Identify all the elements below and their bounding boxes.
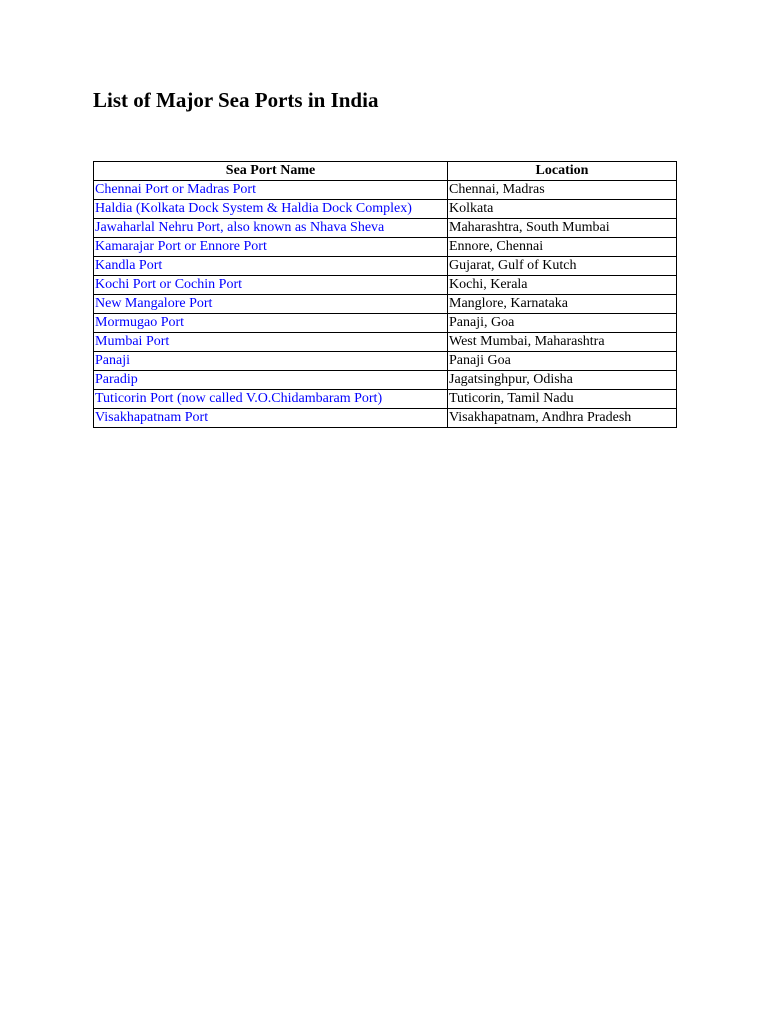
port-name-cell (94, 181, 448, 200)
port-link[interactable]: Visakhapatnam Port (95, 410, 209, 425)
port-name-cell (94, 276, 448, 295)
port-name-cell (94, 295, 448, 314)
table-row (94, 371, 677, 390)
table-row (94, 295, 677, 314)
column-header-location: Location (448, 162, 677, 181)
location-cell: Jagatsinghpur, Odisha (448, 371, 677, 390)
port-name-cell (94, 200, 448, 219)
location-cell: Panaji, Goa (448, 314, 677, 333)
table-row (94, 181, 677, 200)
port-name-cell (94, 371, 448, 390)
table-row (94, 257, 677, 276)
port-name-cell (94, 409, 448, 428)
location-cell: Kochi, Kerala (448, 276, 677, 295)
location-cell: Kolkata (448, 200, 677, 219)
column-header-sea-port-name: Sea Port Name (94, 162, 448, 181)
port-link[interactable]: Kochi Port or Cochin Port (95, 277, 242, 292)
port-link[interactable]: New Mangalore Port (95, 296, 213, 311)
table-row (94, 276, 677, 295)
table-row (94, 219, 677, 238)
table-header-row (94, 162, 677, 181)
port-name-cell (94, 314, 448, 333)
port-link[interactable]: Panaji (95, 353, 130, 368)
table-row (94, 333, 677, 352)
port-link[interactable]: Paradip (95, 372, 138, 387)
port-name-cell (94, 257, 448, 276)
port-link[interactable]: Mumbai Port (95, 334, 170, 349)
table-row (94, 200, 677, 219)
port-link[interactable]: Kamarajar Port or Ennore Port (95, 239, 267, 254)
port-name-cell (94, 238, 448, 257)
sea-ports-table (93, 161, 677, 428)
table-row (94, 352, 677, 371)
port-link[interactable]: Kandla Port (95, 258, 163, 273)
location-cell: Tuticorin, Tamil Nadu (448, 390, 677, 409)
table-row (94, 409, 677, 428)
port-link[interactable]: Haldia (Kolkata Dock System & Haldia Dock Complex) (95, 201, 412, 216)
location-cell: Visakhapatnam, Andhra Pradesh (448, 409, 677, 428)
location-cell: Panaji Goa (448, 352, 677, 371)
port-name-cell (94, 219, 448, 238)
location-cell: Gujarat, Gulf of Kutch (448, 257, 677, 276)
location-cell: Maharashtra, South Mumbai (448, 219, 677, 238)
port-link[interactable]: Chennai Port or Madras Port (95, 182, 256, 197)
port-name-cell (94, 390, 448, 409)
location-cell: Manglore, Karnataka (448, 295, 677, 314)
page-title: List of Major Sea Ports in India (93, 88, 379, 112)
location-cell: Ennore, Chennai (448, 238, 677, 257)
port-name-cell (94, 333, 448, 352)
port-link[interactable]: Jawaharlal Nehru Port, also known as Nhava Sheva (95, 220, 385, 235)
location-cell: Chennai, Madras (448, 181, 677, 200)
table-row (94, 238, 677, 257)
port-link[interactable]: Tuticorin Port (now called V.O.Chidambaram Port) (95, 391, 383, 406)
port-name-cell (94, 352, 448, 371)
location-cell: West Mumbai, Maharashtra (448, 333, 677, 352)
table-row (94, 390, 677, 409)
port-link[interactable]: Mormugao Port (95, 315, 185, 330)
table-row (94, 314, 677, 333)
